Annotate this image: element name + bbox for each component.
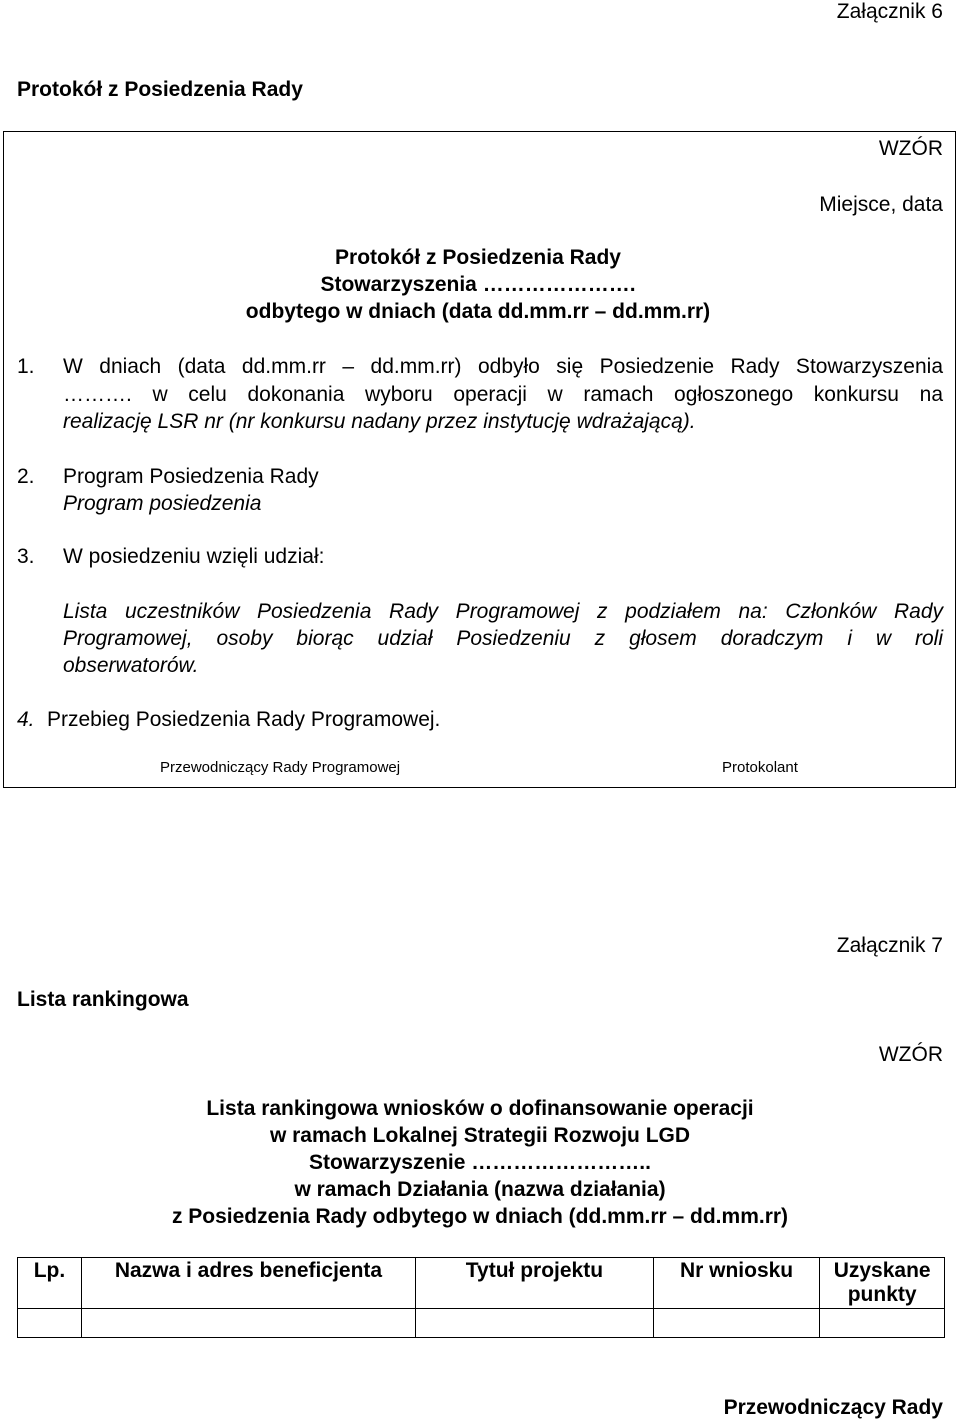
table-cell bbox=[81, 1309, 415, 1338]
protocol-title-line-3: odbytego w dniach (data dd.mm.rr – dd.mm.rr) bbox=[245, 300, 711, 323]
table-cell bbox=[653, 1309, 820, 1338]
ranking-table bbox=[17, 1257, 945, 1338]
annex6-label: Załącznik 6 bbox=[836, 0, 943, 23]
annex7-heading: Lista rankingowa bbox=[17, 988, 189, 1011]
item-1-number: 1. bbox=[17, 355, 35, 378]
table-row bbox=[18, 1309, 945, 1338]
column-header-project-title: Tytuł projektu bbox=[416, 1258, 654, 1309]
protocol-template-box bbox=[3, 131, 956, 788]
table-cell bbox=[18, 1309, 82, 1338]
item-3-line-3: obserwatorów. bbox=[63, 654, 199, 677]
table-cell bbox=[416, 1309, 654, 1338]
chair-signature-label: Przewodniczący Rady Programowej bbox=[160, 759, 401, 776]
ranking-title-line-2: w ramach Lokalnej Strategii Rozwoju LGD bbox=[269, 1124, 691, 1147]
item-2-subtitle: Program posiedzenia bbox=[63, 492, 262, 515]
table-cell bbox=[820, 1309, 945, 1338]
protocol-title-line-2: Stowarzyszenia …………………. bbox=[320, 273, 636, 296]
ranking-title-line-3: Stowarzyszenie …………………….. bbox=[309, 1151, 651, 1174]
ranking-title-line-1: Lista rankingowa wniosków o dofinansowanie operacji bbox=[206, 1097, 754, 1120]
table-header-row bbox=[18, 1258, 945, 1309]
recorder-signature-label: Protokolant bbox=[722, 759, 798, 776]
chair-signature: Przewodniczący Rady bbox=[723, 1396, 943, 1419]
item-2-title: Program Posiedzenia Rady bbox=[63, 465, 319, 488]
item-3-number: 3. bbox=[17, 545, 35, 568]
item-1-line-3: realizację LSR nr (nr konkursu nadany przez instytucję wdrażającą). bbox=[63, 410, 696, 433]
column-header-beneficiary: Nazwa i adres beneficjenta bbox=[81, 1258, 415, 1309]
column-header-lp: Lp. bbox=[18, 1258, 82, 1309]
column-header-application-number: Nr wniosku bbox=[653, 1258, 820, 1309]
annex6-wzor: WZÓR bbox=[878, 137, 943, 160]
place-date: Miejsce, data bbox=[819, 193, 943, 216]
annex7-label: Załącznik 7 bbox=[836, 934, 943, 957]
item-4-title: Przebieg Posiedzenia Rady Programowej. bbox=[47, 708, 441, 731]
item-1-line-1: W dniach (data dd.mm.rr – dd.mm.rr) odbyło się Posiedzenie Rady Stowarzyszenia bbox=[63, 355, 943, 378]
item-4-number: 4. bbox=[17, 708, 35, 731]
item-3-title: W posiedzeniu wzięli udział: bbox=[63, 545, 325, 568]
annex6-heading: Protokół z Posiedzenia Rady bbox=[17, 78, 303, 101]
annex7-wzor: WZÓR bbox=[878, 1043, 943, 1066]
ranking-title-line-4: w ramach Działania (nazwa działania) bbox=[294, 1178, 666, 1201]
column-header-points: Uzyskane punkty bbox=[820, 1258, 945, 1309]
item-3-line-1: Lista uczestników Posiedzenia Rady Programowej z podziałem na: Członków Rady bbox=[63, 600, 943, 623]
protocol-title-line-1: Protokół z Posiedzenia Rady bbox=[335, 246, 621, 269]
item-2-number: 2. bbox=[17, 465, 35, 488]
item-1-line-2: ………. w celu dokonania wyboru operacji w ramach ogłoszonego konkursu na bbox=[63, 383, 943, 406]
ranking-title-line-5: z Posiedzenia Rady odbytego w dniach (dd.mm.rr – dd.mm.rr) bbox=[171, 1205, 789, 1228]
item-3-line-2: Programowej, osoby biorąc udział Posiedzeniu z głosem doradczym i w roli bbox=[63, 627, 943, 650]
